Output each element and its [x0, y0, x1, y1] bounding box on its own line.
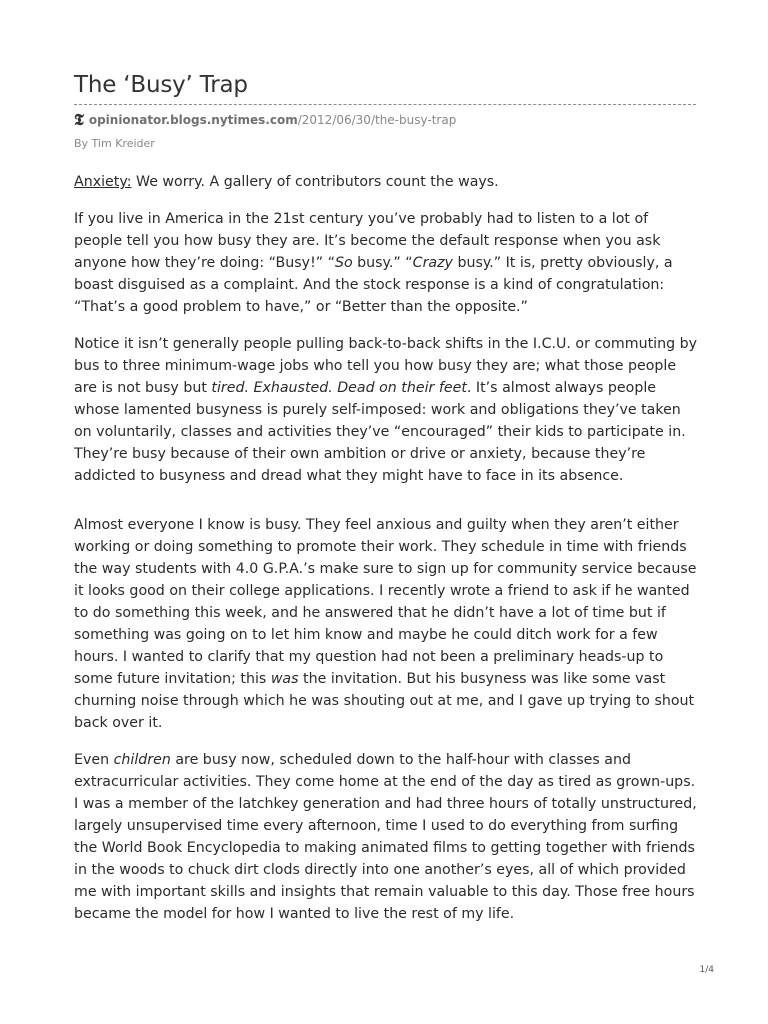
byline: By Tim Kreider — [74, 137, 155, 150]
paragraph-1: If you live in America in the 21st century you’ve probably had to listen to a lot of people tell you how busy they are. It’s become the default response when you ask anyone how they’re doing: “Busy!” “So busy.” “Crazy busy.” It is, pretty obviously, a boast disguised as a complaint. And the stock response is a kind of congratulation: “That’s a good problem to have,” or “Better than the opposite.” — [74, 211, 673, 315]
anxiety-link[interactable]: Anxiety: — [74, 174, 132, 190]
nyt-logo-icon: 𝕿 — [74, 110, 84, 129]
article-title: The ‘Busy’ Trap — [74, 72, 248, 98]
source-path: /2012/06/30/the-busy-trap — [297, 113, 457, 127]
paragraph-3: Almost everyone I know is busy. They feel anxious and guilty when they aren’t either working or doing something to promote their work. They schedule in time with friends the way students with 4.0 G.P.A.’s make sure to sign up for community service because it looks good on their college applications. I recently wrote a friend to ask if he wanted to do something this week, and he answered that he didn’t have a lot of time but if something was going on to let him know and maybe he could ditch work for a few hours. I wanted to clarify that my question had not been a preliminary heads-up to some future invitation; this was the invitation. But his busyness was like some vast churning noise through which he was shouting out at me, and I gave up trying to shout back over it. — [74, 517, 697, 731]
paragraph-4: Even children are busy now, scheduled down to the half-hour with classes and extracurricular activities. They come home at the end of the day as tired as grown-ups. I was a member of the latchkey generation and had three hours of totally unstructured, largely unsupervised time every afternoon, time I used to do everything from surfing the World Book Encyclopedia to making animated films to getting together with friends in the woods to chuck dirt clods directly into one another’s eyes, all of which provided me with important skills and insights that remain valuable to this day. Those free hours became the model for how I wanted to live the rest of my life. — [74, 752, 697, 922]
intro-paragraph: Anxiety: We worry. A gallery of contributors count the ways. — [74, 174, 499, 190]
article-body — [74, 171, 699, 940]
source-domain-link[interactable]: opinionator.blogs.nytimes.com — [88, 113, 298, 127]
source-line — [74, 111, 456, 129]
paragraph-2: Notice it isn’t generally people pulling back-to-back shifts in the I.C.U. or commuting by bus to three minimum-wage jobs who tell you how busy they are; what those people are is not busy but tired. Exhausted. Dead on their feet. It’s almost always people whose lamented busyness is purely self-imposed: work and obligations they’ve taken on voluntarily, classes and activities they’ve “encouraged” their kids to participate in. They’re busy because of their own ambition or drive or anxiety, because they’re addicted to busyness and dread what they might have to face in its absence. — [74, 336, 697, 484]
page-number: 1/4 — [699, 965, 714, 975]
title-divider — [74, 104, 696, 105]
